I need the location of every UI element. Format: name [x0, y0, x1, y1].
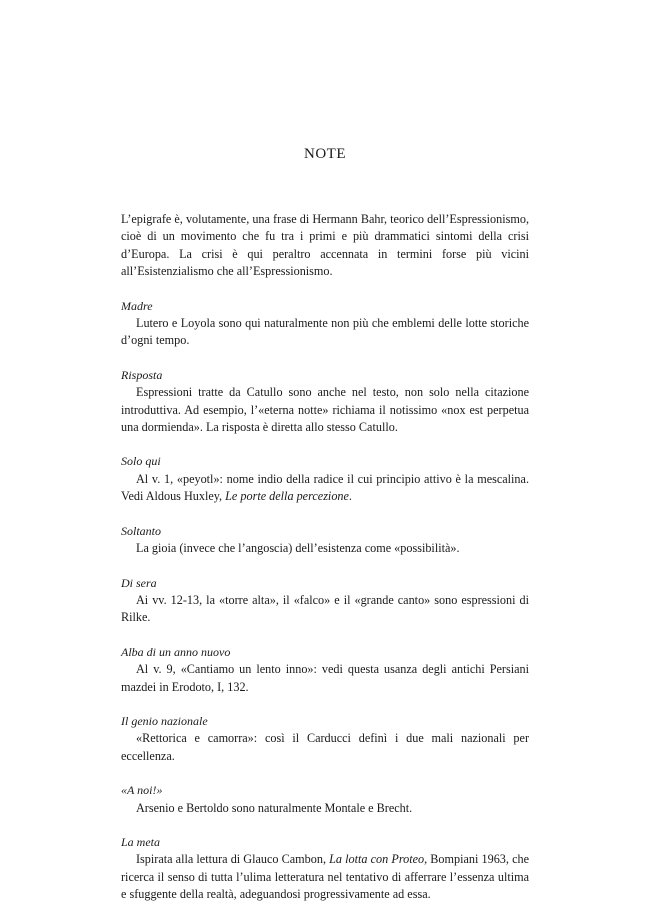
intro-paragraph: L’epigrafe è, volutamente, una frase di Hermann Bahr, teorico dell’Espressionismo, cioè di un movimento che fu tra i primi e più drammatici sintomi della crisi d’Europa. La crisi è qui peraltro accennata in termini forse più vicini all’Esistenzialismo che all’Espressionismo. — [121, 212, 529, 279]
note-soltanto — [121, 523, 529, 558]
note-body: Ai vv. 12-13, la «torre alta», il «falco» e il «grande canto» sono espressioni di Rilke. — [121, 592, 529, 625]
note-title: Madre — [121, 298, 153, 313]
note-body-text: Al v. 1, «peyotl»: nome indio della radice il cui principio attivo è la mescalina. Vedi Aldous Huxley, — [121, 471, 529, 504]
note-body: Lutero e Loyola sono qui naturalmente non più che emblemi delle lotte storiche d’ogni tempo. — [121, 316, 529, 348]
note-title: Di sera — [121, 575, 157, 590]
note-solo-qui — [121, 453, 529, 505]
note-title: Alba di un anno nuovo — [121, 644, 231, 659]
note-title: Risposta — [121, 367, 163, 382]
book-title: Le porte della percezione — [225, 489, 349, 504]
note-body — [121, 851, 529, 903]
note-madre — [121, 298, 529, 350]
notes-content — [121, 211, 529, 921]
note-body: Espressioni tratte da Catullo sono anche nel testo, non solo nella citazione introduttiva. Ad esempio, l’«eterna notte» richiama il notissimo «nox est perpetua una dormienda». La risposta è diretta allo stesso Catullo. — [121, 385, 529, 435]
note-genio-nazionale — [121, 713, 529, 765]
note-body: La gioia (invece che l’angoscia) dell’esistenza come «possibilità». — [136, 541, 460, 556]
note-title: «A noi!» — [121, 783, 163, 798]
note-title: La meta — [121, 834, 160, 849]
note-body — [121, 471, 529, 506]
note-body: Al v. 9, «Cantiamo un lento inno»: vedi questa usanza degli antichi Persiani mazdei in Erodoto, I, 132. — [121, 662, 529, 694]
note-body-text: Ispirata alla lettura di Glauco Cambon, — [136, 852, 330, 867]
book-title: La lotta con Proteo — [329, 852, 425, 867]
note-la-meta — [121, 834, 529, 904]
note-a-noi — [121, 782, 529, 817]
note-body: Arsenio e Bertoldo sono naturalmente Montale e Brecht. — [136, 800, 413, 815]
note-body: «Rettorica e camorra»: così il Carducci definì i due mali nazionali per eccellenza. — [121, 731, 529, 763]
note-title: Il genio nazionale — [121, 713, 208, 728]
note-body-text: , Bompiani 1963, che ricerca il senso di tutta l’ulima letteratura nel tentativo di afferrare l’essenza ultima e sfuggente della realtà, adeguandosi progressivamente ad essa. — [121, 852, 529, 902]
note-body-text: . — [348, 489, 352, 504]
note-title: Soltanto — [121, 523, 162, 538]
note-risposta — [121, 367, 529, 437]
note-alba — [121, 644, 529, 696]
note-di-sera — [121, 575, 529, 627]
note-title: Solo qui — [121, 454, 161, 469]
page-title: NOTE — [304, 146, 346, 162]
